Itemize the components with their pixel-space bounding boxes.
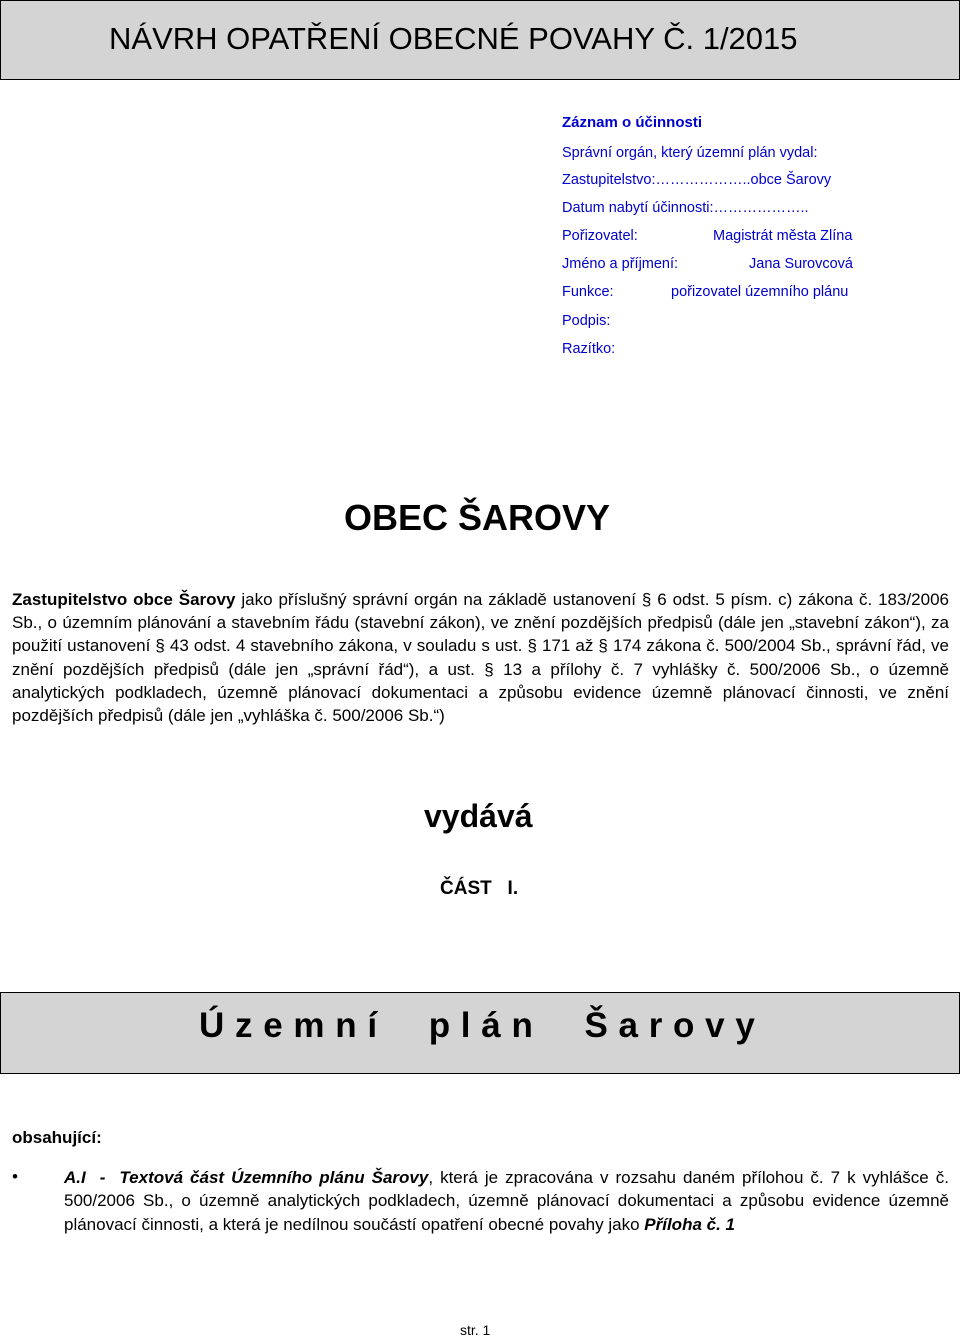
record-heading: Záznam o účinnosti	[562, 114, 703, 131]
signature-label: Podpis:	[562, 313, 611, 329]
intro-text: jako příslušný správní orgán na základě ustanovení § 6 odst. 5 písm. c) zákona č. 183/2006 Sb., o územním plánování a stavebním řádu (stavební zákon), ve znění pozdějších předpisů (dále jen „stavební zákon“), za použití ustanovení § 43 odst. 4 stavebního zákona, v souladu s ust. § 171 až § 174 zákona č. 500/2004 Sb., správní řád, ve znění pozdějších předpisů (dále jen „správní řád“), a ust. § 13 a přílohy č. 7 vyhlášky č. 500/2006 Sb., o územně analytických podkladech, územně plánovací dokumentaci a způsobu evidence územně plánovací činnosti, ve znění pozdějších předpisů (dále jen „vyhláška č. 500/2006 Sb.“)	[12, 590, 950, 726]
function-value: pořizovatel územního plánu	[671, 284, 849, 300]
name-label: Jméno a příjmení:	[562, 256, 679, 272]
function-label: Funkce:	[562, 284, 614, 300]
part-heading: ČÁST I.	[440, 878, 519, 899]
intro-subject: Zastupitelstvo obce Šarovy	[12, 590, 236, 609]
item-title: A.I - Textová část Územního plánu Šarovy	[64, 1168, 429, 1187]
item-text: , která je zpracována v rozsahu daném přílohou č. 7 k vyhlášce č. 500/2006 Sb., o územně analytických podkladech, územně plánovací dokumentaci a způsobu evidence územně plánovací činnosti, a která je nedílnou součástí opatření obecné povahy jako	[64, 1168, 949, 1234]
title-banner	[0, 0, 960, 80]
issues-heading: vydává	[424, 798, 533, 834]
item-attachment: Příloha č. 1	[644, 1214, 735, 1234]
name-value: Jana Surovcová	[749, 256, 853, 272]
list-item	[64, 1166, 949, 1236]
page-number: str. 1	[460, 1322, 491, 1338]
plan-banner	[0, 992, 960, 1074]
plan-title: Ú z e m n í p l á n Š a r o v y	[199, 1006, 756, 1045]
procurer-value: Magistrát města Zlína	[713, 228, 853, 244]
stamp-label: Razítko:	[562, 341, 616, 357]
authority-label: Správní orgán, který územní plán vydal:	[562, 145, 818, 161]
intro-paragraph	[12, 588, 949, 727]
effective-date-line: Datum nabytí účinnosti:………………..	[562, 200, 809, 216]
council-line: Zastupitelstvo:………………..obce Šarovy	[562, 172, 832, 188]
bullet: •	[12, 1167, 18, 1186]
municipality-heading: OBEC ŠAROVY	[344, 497, 611, 538]
contains-label: obsahující:	[12, 1128, 102, 1147]
procurer-label: Pořizovatel:	[562, 228, 638, 244]
document-title: NÁVRH OPATŘENÍ OBECNÉ POVAHY Č. 1/2015	[109, 21, 798, 56]
